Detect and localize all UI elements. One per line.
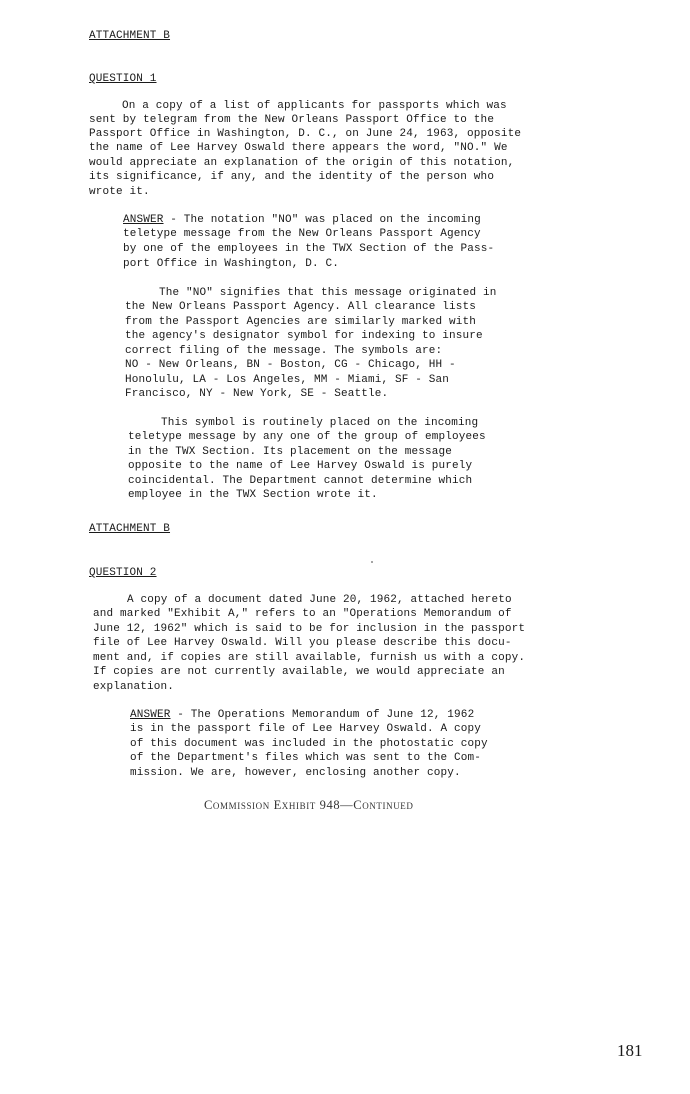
text-line: from the Passport Agencies are similarly marked with xyxy=(125,316,477,328)
answer-label: ANSWER xyxy=(123,214,164,226)
text-line: in the TWX Section. Its placement on the message xyxy=(128,446,453,458)
text-line: the agency's designator symbol for indexing to insure xyxy=(125,330,483,342)
text-line: of this document was included in the photostatic copy xyxy=(130,738,488,750)
text-line: wrote it. xyxy=(89,186,150,198)
text-line: opposite to the name of Lee Harvey Oswald is purely xyxy=(128,460,473,472)
text-line: teletype message from the New Orleans Passport Agency xyxy=(123,228,481,240)
text-line: ment and, if copies are still available, furnish us with a copy. xyxy=(93,652,526,664)
text-line: port Office in Washington, D. C. xyxy=(123,258,340,270)
text-line: employee in the TWX Section wrote it. xyxy=(128,489,378,501)
text-line: explanation. xyxy=(93,681,175,693)
text-line: Francisco, NY - New York, SE - Seattle. xyxy=(125,388,389,400)
text-line: mission. We are, however, enclosing another copy. xyxy=(130,767,461,779)
text-line: correct filing of the message. The symbols are: xyxy=(125,345,443,357)
answer-line xyxy=(130,708,474,723)
text-line: June 12, 1962" which is said to be for inclusion in the passport xyxy=(93,623,526,635)
text-line: the New Orleans Passport Agency. All clearance lists xyxy=(125,301,477,313)
text-line: the name of Lee Harvey Oswald there appears the word, "NO." We xyxy=(89,142,508,154)
text-line: its significance, if any, and the identity of the person who xyxy=(89,171,495,183)
text-line: of the Department's files which was sent to the Com- xyxy=(130,752,482,764)
question-heading-1: QUESTION 1 xyxy=(89,73,157,85)
text-line: file of Lee Harvey Oswald. Will you please describe this docu- xyxy=(93,637,512,649)
text-line: NO - New Orleans, BN - Boston, CG - Chicago, HH - xyxy=(125,359,456,371)
text-line: On a copy of a list of applicants for passports which was xyxy=(122,100,507,112)
text-line: Passport Office in Washington, D. C., on June 24, 1963, opposite xyxy=(89,128,522,140)
scan-speck xyxy=(371,561,373,563)
text-line: by one of the employees in the TWX Section of the Pass- xyxy=(123,243,495,255)
answer-text: - The Operations Memorandum of June 12, 1962 xyxy=(170,709,475,721)
question-heading-2: QUESTION 2 xyxy=(89,567,157,579)
text-line: A copy of a document dated June 20, 1962, attached hereto xyxy=(127,594,512,606)
text-line: This symbol is routinely placed on the incoming xyxy=(161,417,479,429)
text-line: sent by telegram from the New Orleans Passport Office to the xyxy=(89,114,495,126)
page-number: 181 xyxy=(617,1041,643,1060)
text-line: and marked "Exhibit A," refers to an "Operations Memorandum of xyxy=(93,608,512,620)
text-line: teletype message by any one of the group of employees xyxy=(128,431,486,443)
answer-line xyxy=(123,213,481,228)
text-line: coincidental. The Department cannot determine which xyxy=(128,475,473,487)
text-line: is in the passport file of Lee Harvey Oswald. A copy xyxy=(130,723,482,735)
answer-text: - The notation "NO" was placed on the incoming xyxy=(163,214,481,226)
text-line: If copies are not currently available, we would appreciate an xyxy=(93,666,505,678)
text-line: Honolulu, LA - Los Angeles, MM - Miami, SF - San xyxy=(125,374,450,386)
text-line: The "NO" signifies that this message originated in xyxy=(159,287,497,299)
exhibit-caption: Commission Exhibit 948—Continued xyxy=(204,798,414,812)
answer-label: ANSWER xyxy=(130,709,171,721)
attachment-heading-1: ATTACHMENT B xyxy=(89,30,171,42)
text-line: would appreciate an explanation of the origin of this notation, xyxy=(89,157,515,169)
attachment-heading-2: ATTACHMENT B xyxy=(89,523,171,535)
